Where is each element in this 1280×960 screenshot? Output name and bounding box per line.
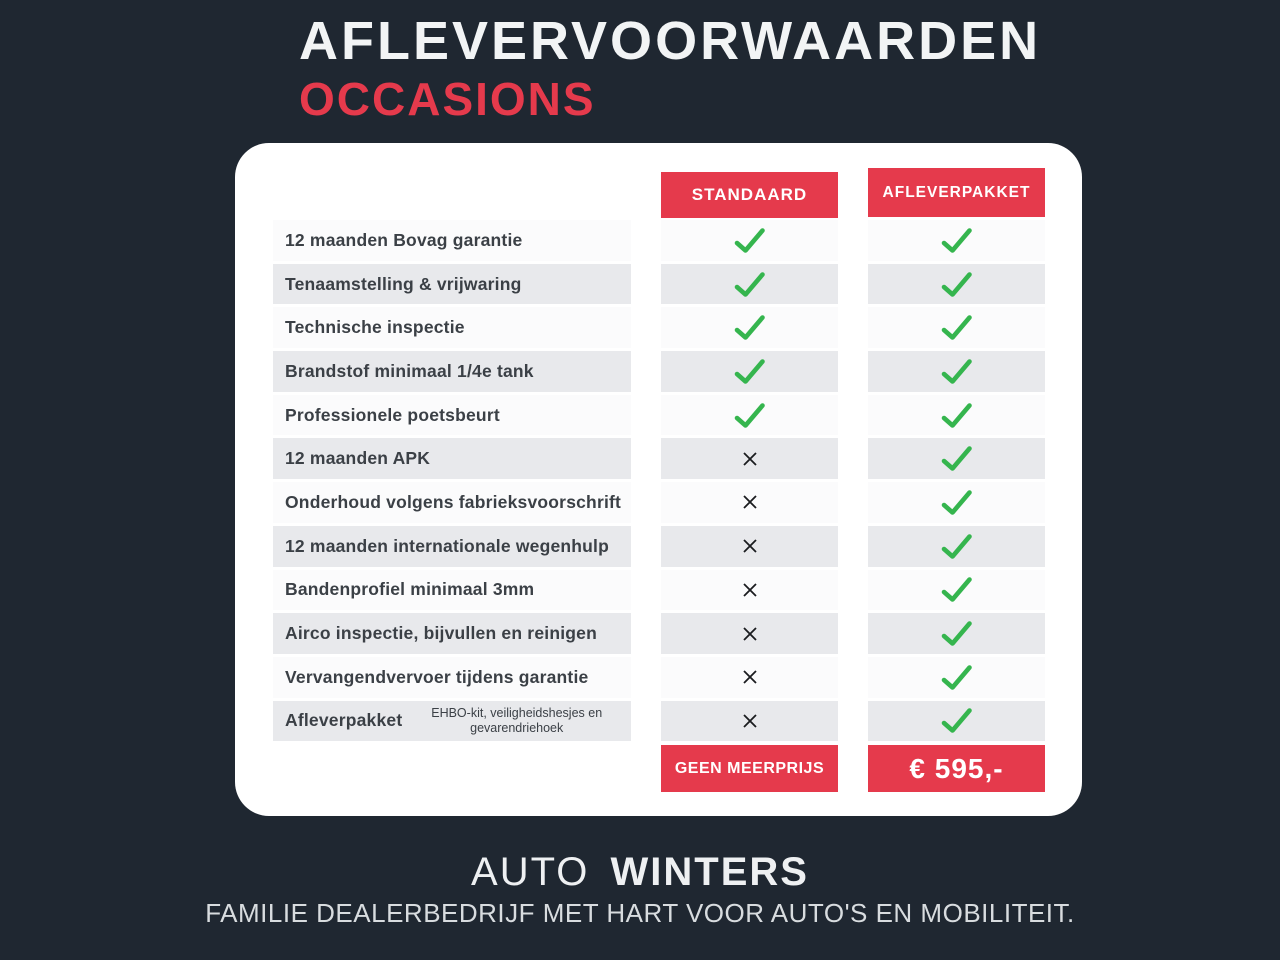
feature-label: Brandstof minimaal 1/4e tank xyxy=(285,360,534,381)
afleverpakket-mark-cell xyxy=(868,220,1045,261)
check-icon xyxy=(734,271,766,298)
afleverpakket-mark-cell xyxy=(868,395,1045,436)
feature-label-cell xyxy=(273,395,631,436)
cross-icon xyxy=(741,668,759,686)
check-icon xyxy=(734,314,766,341)
check-icon xyxy=(941,620,973,647)
check-icon xyxy=(941,664,973,691)
table-row xyxy=(235,220,1082,261)
brand-tagline: FAMILIE DEALERBEDRIJF MET HART VOOR AUTO'S EN MOBILITEIT. xyxy=(205,898,1075,928)
page-title xyxy=(299,11,1042,126)
standaard-mark-cell xyxy=(661,613,838,654)
check-icon xyxy=(941,314,973,341)
table-row xyxy=(235,438,1082,479)
feature-label-cell xyxy=(273,307,631,348)
table-row xyxy=(235,657,1082,698)
cross-icon xyxy=(741,537,759,555)
column-header-standaard: STANDAARD xyxy=(661,172,838,218)
afleverpakket-mark-cell xyxy=(868,657,1045,698)
standaard-mark-cell xyxy=(661,570,838,611)
standaard-mark-cell xyxy=(661,701,838,742)
afleverpakket-mark-cell xyxy=(868,526,1045,567)
standaard-price-tag: GEEN MEERPRIJS xyxy=(661,745,838,792)
afleverpakket-mark-cell xyxy=(868,701,1045,742)
title-sub: OCCASIONS xyxy=(299,73,596,126)
brand-logo xyxy=(0,850,1280,895)
afleverpakket-mark-cell xyxy=(868,351,1045,392)
cross-icon xyxy=(741,450,759,468)
check-icon xyxy=(734,227,766,254)
check-icon xyxy=(941,533,973,560)
feature-label: Afleverpakket xyxy=(285,710,403,731)
feature-label: Airco inspectie, bijvullen en reinigen xyxy=(285,623,597,644)
afleverpakket-mark-cell xyxy=(868,264,1045,305)
table-row xyxy=(235,264,1082,305)
afleverpakket-mark-cell xyxy=(868,482,1045,523)
afleverpakket-price-tag: € 595,- xyxy=(868,745,1045,792)
feature-label-cell xyxy=(273,351,631,392)
cross-icon xyxy=(741,625,759,643)
table-row xyxy=(235,570,1082,611)
feature-label-cell xyxy=(273,657,631,698)
check-icon xyxy=(734,402,766,429)
feature-label: 12 maanden internationale wegenhulp xyxy=(285,535,610,556)
standaard-mark-cell xyxy=(661,526,838,567)
feature-label-cell xyxy=(273,264,631,305)
feature-label: 12 maanden APK xyxy=(285,448,431,469)
standaard-mark-cell xyxy=(661,395,838,436)
table-row xyxy=(235,482,1082,523)
feature-label: Technische inspectie xyxy=(285,317,465,338)
table-row xyxy=(235,526,1082,567)
column-header-afleverpakket: AFLEVERPAKKET xyxy=(868,168,1045,217)
title-main: AFLEVERVOORWAARDEN xyxy=(299,11,1042,71)
cross-icon xyxy=(741,581,759,599)
feature-label-cell xyxy=(273,570,631,611)
feature-label-cell xyxy=(273,220,631,261)
check-icon xyxy=(941,489,973,516)
standaard-mark-cell xyxy=(661,351,838,392)
brand-name-regular: AUTO xyxy=(471,850,590,894)
cross-icon xyxy=(741,712,759,730)
standaard-mark-cell xyxy=(661,657,838,698)
standaard-mark-cell xyxy=(661,482,838,523)
feature-label: Professionele poetsbeurt xyxy=(285,404,500,425)
table-rows xyxy=(235,220,1082,741)
table-row xyxy=(235,307,1082,348)
feature-label: Tenaamstelling & vrijwaring xyxy=(285,273,522,294)
check-icon xyxy=(734,358,766,385)
feature-label: 12 maanden Bovag garantie xyxy=(285,229,523,250)
feature-label-cell xyxy=(273,438,631,479)
standaard-mark-cell xyxy=(661,220,838,261)
afleverpakket-mark-cell xyxy=(868,613,1045,654)
feature-label-cell xyxy=(273,613,631,654)
feature-label: Onderhoud volgens fabrieksvoorschrift xyxy=(285,491,622,512)
table-row xyxy=(235,395,1082,436)
check-icon xyxy=(941,271,973,298)
check-icon xyxy=(941,445,973,472)
feature-note: EHBO-kit, veiligheidshesjes en gevarendriehoek xyxy=(431,705,603,735)
afleverpakket-mark-cell xyxy=(868,307,1045,348)
standaard-mark-cell xyxy=(661,438,838,479)
feature-label-cell xyxy=(273,526,631,567)
feature-label-cell xyxy=(273,701,631,742)
table-row xyxy=(235,613,1082,654)
check-icon xyxy=(941,576,973,603)
brand-name-bold: WINTERS xyxy=(610,850,809,894)
afleverpakket-mark-cell xyxy=(868,438,1045,479)
standaard-mark-cell xyxy=(661,307,838,348)
table-row xyxy=(235,701,1082,742)
feature-label: Bandenprofiel minimaal 3mm xyxy=(285,579,535,600)
feature-label: Vervangendvervoer tijdens garantie xyxy=(285,666,589,687)
check-icon xyxy=(941,358,973,385)
check-icon xyxy=(941,707,973,734)
comparison-card xyxy=(235,143,1082,816)
check-icon xyxy=(941,402,973,429)
afleverpakket-mark-cell xyxy=(868,570,1045,611)
check-icon xyxy=(941,227,973,254)
standaard-mark-cell xyxy=(661,264,838,305)
cross-icon xyxy=(741,493,759,511)
feature-label-cell xyxy=(273,482,631,523)
table-row xyxy=(235,351,1082,392)
